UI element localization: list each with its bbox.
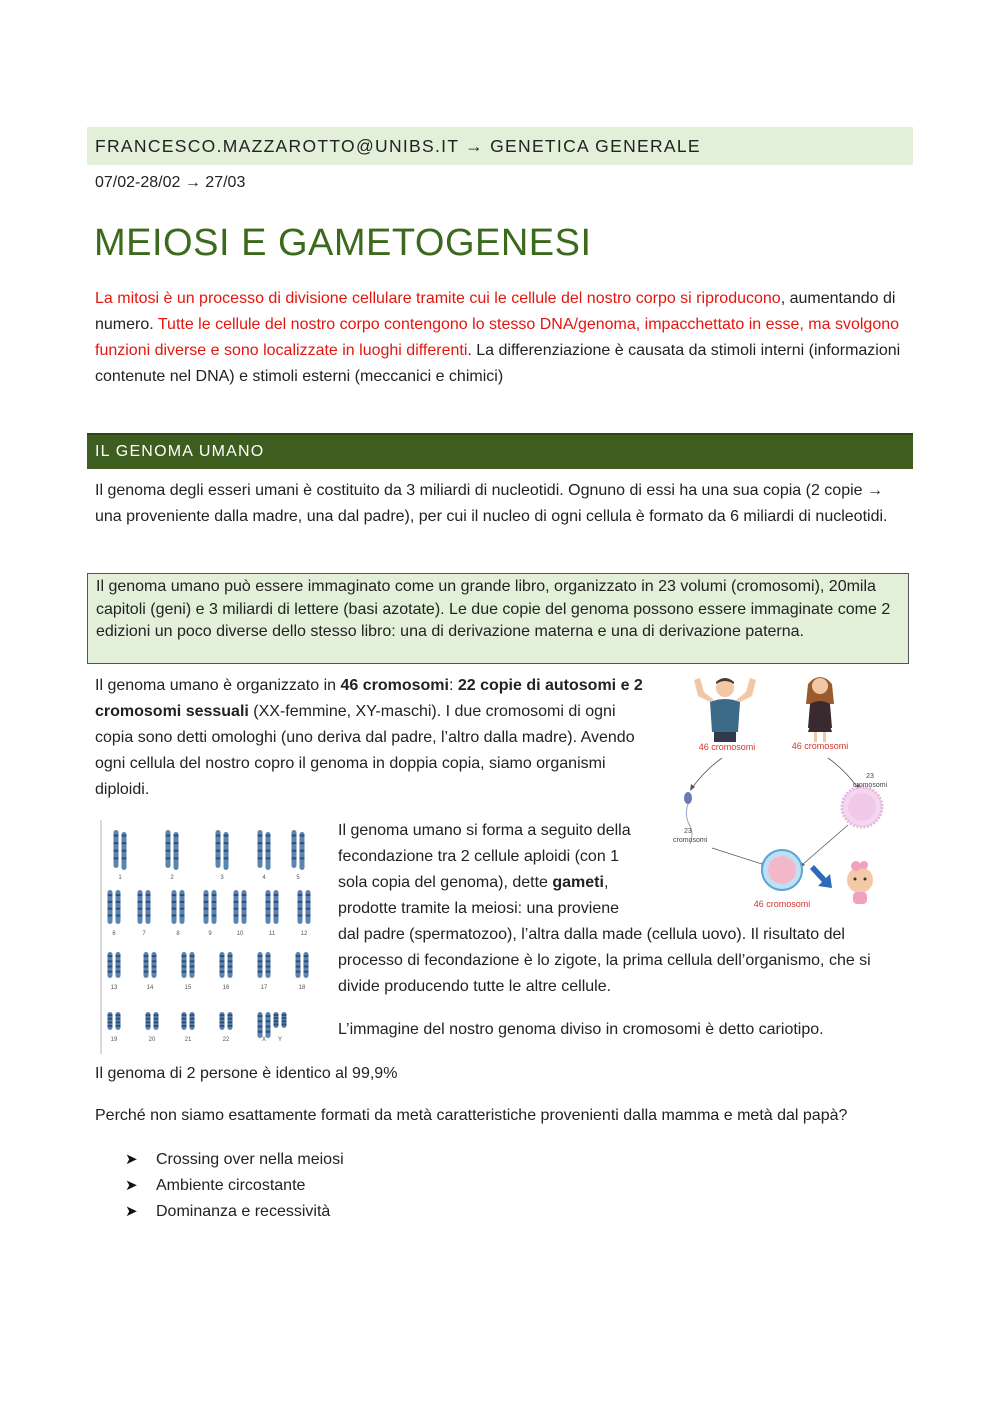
karyotype-label: 10: [236, 931, 244, 937]
chromosome-band: [116, 914, 121, 916]
chromosome-band: [108, 955, 113, 957]
chromosome-band: [146, 1014, 151, 1016]
chromosome-band: [216, 835, 221, 837]
chromosome-band: [182, 971, 187, 973]
chromosome-band: [258, 1026, 263, 1028]
chromosome-band: [266, 955, 271, 957]
chromosome-band: [274, 914, 279, 916]
dates-line: 07/02-28/02 → 27/03: [95, 174, 246, 191]
karyotype-label: 18: [298, 985, 306, 991]
chromosome-band: [274, 894, 279, 896]
list-item-text: Ambiente circostante: [156, 1177, 306, 1194]
chromosome-band: [274, 1014, 279, 1016]
chromosome-band: [266, 901, 271, 903]
list-item: [125, 1147, 344, 1173]
chromosome-band: [216, 850, 221, 852]
chromosome-band: [166, 835, 171, 837]
identical-genome-paragraph: Il genoma di 2 persone è identico al 99,9%: [95, 1065, 398, 1082]
chromosome-band: [116, 908, 121, 910]
chromosomes-bold-1: 46 cromosomi: [340, 677, 449, 694]
chromosome-band: [306, 914, 311, 916]
karyotype-label: X: [261, 1037, 267, 1043]
chromosome-band: [300, 842, 305, 844]
mother-figure-icon: [806, 677, 834, 742]
fertilization-paragraph: [338, 818, 898, 1000]
chromosome-band: [146, 894, 151, 896]
chromosome-band: [108, 1018, 113, 1020]
chromosome-band: [114, 835, 119, 837]
chromosome-band: [220, 955, 225, 957]
chromosome-band: [116, 1014, 121, 1016]
chromosome-band: [242, 914, 247, 916]
sperm-label-number: 23: [684, 828, 692, 835]
reasons-list: [125, 1147, 344, 1225]
chromosomes-text-2: :: [448, 677, 458, 694]
chromosome-band: [190, 966, 195, 968]
karyotype-label: 5: [296, 875, 300, 881]
chromosome-band: [242, 901, 247, 903]
chromosome-band: [182, 1014, 187, 1016]
chromosome-band: [144, 966, 149, 968]
genome-paragraph: Il genoma degli esseri umani è costituito da 3 miliardi di nucleotidi. Ognuno di essi ha una sua copia (2 copie → una proveniente dalla madre, una dal padre), per cui il nucleo di ogni cellula è formato da 6 miliardi di nucleotidi.: [95, 482, 888, 525]
chromosome-band: [212, 894, 217, 896]
karyotype-label: 19: [110, 1037, 118, 1043]
chromosome-band: [282, 1020, 287, 1022]
karyotype-label: 17: [260, 985, 268, 991]
chromosome-band: [266, 966, 271, 968]
chromosome-band: [144, 971, 149, 973]
chromosome-band: [266, 1020, 271, 1022]
chromosome-band: [146, 901, 151, 903]
chromosome-band: [190, 1014, 195, 1016]
karyotype-label: 9: [208, 931, 212, 937]
chromosome-band: [108, 1021, 113, 1023]
fertilization-bold-gameti: gameti: [552, 874, 604, 891]
karyotype-label: 15: [184, 985, 192, 991]
chromosome-band: [138, 901, 143, 903]
chromosome-band: [172, 901, 177, 903]
chromosome-band: [224, 857, 229, 859]
chromosome-band: [116, 901, 121, 903]
chromosome-band: [182, 1018, 187, 1020]
chromosome-band: [108, 901, 113, 903]
chromosome-band: [138, 914, 143, 916]
chromosome-band: [292, 850, 297, 852]
chromosome-band: [304, 971, 309, 973]
chromosome-band: [152, 955, 157, 957]
chromosome-band: [154, 1018, 159, 1020]
intro-paragraph: [95, 286, 910, 390]
chromosome-band: [220, 1018, 225, 1020]
chromosome-band: [296, 966, 301, 968]
chromosome-band: [144, 960, 149, 962]
karyotype-label: 21: [184, 1037, 192, 1043]
chromosome-band: [122, 842, 127, 844]
chromosome-band: [190, 960, 195, 962]
chromosome-band: [220, 960, 225, 962]
chromosome-band: [258, 960, 263, 962]
chromosome-band: [300, 835, 305, 837]
chromosome-band: [146, 1025, 151, 1027]
chromosome-band: [108, 960, 113, 962]
karyotype-label: 12: [300, 931, 308, 937]
list-item-text: Crossing over nella meiosi: [156, 1151, 344, 1168]
chromosome-band: [138, 908, 143, 910]
chromosome-band: [266, 914, 271, 916]
chromosome-band: [116, 960, 121, 962]
karyotype-label: 22: [222, 1037, 230, 1043]
chromosome-band: [216, 857, 221, 859]
chromosome-band: [224, 835, 229, 837]
chromosomes-text-3: (XX-femmine, XY-maschi). I due cromosomi di ogni copia sono detti omologhi (uno deriva dal padre, l’altro dalla madre). Avendo ogni cellula del nostro copro il genoma in doppia copia, siamo organismi diploidi.: [95, 703, 635, 798]
chromosome-band: [190, 1025, 195, 1027]
chromosome-band: [146, 908, 151, 910]
karyotype-label: 4: [262, 875, 266, 881]
chromosome-band: [258, 1020, 263, 1022]
chromosome-band: [180, 894, 185, 896]
chromosome-band: [154, 1014, 159, 1016]
chromosome-band: [220, 1025, 225, 1027]
chromosome-band: [116, 1021, 121, 1023]
chromosome-band: [298, 914, 303, 916]
chromosome-band: [144, 955, 149, 957]
chromosome-band: [242, 908, 247, 910]
chromosome-band: [108, 966, 113, 968]
chromosome-band: [258, 1031, 263, 1033]
chromosomes-text-1: Il genoma umano è organizzato in: [95, 677, 341, 694]
chromosome-band: [116, 1025, 121, 1027]
karyotype-label: 7: [142, 931, 146, 937]
chromosome-band: [114, 850, 119, 852]
chromosome-band: [122, 835, 127, 837]
chromosome-band: [108, 971, 113, 973]
chromosome-band: [174, 842, 179, 844]
question-paragraph: Perché non siamo esattamente formati da metà caratteristiche provenienti dalla mamma e metà dal papà?: [95, 1107, 848, 1124]
chromosome-band: [212, 914, 217, 916]
chromosome-band: [296, 971, 301, 973]
page-title: MEIOSI E GAMETOGENESI: [94, 222, 592, 264]
list-item: [125, 1173, 344, 1199]
chromosome-band: [180, 901, 185, 903]
arrow-bullet-icon: ➤: [125, 1151, 138, 1168]
chromosome-band: [282, 1024, 287, 1026]
chromosome-band: [220, 1021, 225, 1023]
chromosome-band: [220, 966, 225, 968]
chromosome-band: [292, 842, 297, 844]
chromosome-band: [234, 901, 239, 903]
chromosome-band: [114, 842, 119, 844]
chromosome-band: [282, 1014, 287, 1016]
chromosome-band: [258, 966, 263, 968]
chromosome-band: [304, 955, 309, 957]
karyotype-label: 13: [110, 985, 118, 991]
intro-red-1: La mitosi è un processo di divisione cellulare tramite cui le cellule del nostro corpo si riproducono: [95, 290, 781, 307]
arrow-bullet-icon: ➤: [125, 1177, 138, 1194]
chromosome-band: [300, 850, 305, 852]
chromosome-band: [274, 1020, 279, 1022]
course-line: FRANCESCO.MAZZAROTTO@UNIBS.IT → GENETICA GENERALE: [95, 135, 701, 156]
chromosome-band: [108, 914, 113, 916]
chromosome-band: [190, 1021, 195, 1023]
chromosome-band: [204, 908, 209, 910]
chromosome-band: [282, 1017, 287, 1019]
chromosomes-bold-2: 22 copie di autosomi e 2 cromosomi sessuali: [95, 677, 643, 720]
karyotype-label: 8: [176, 931, 180, 937]
chromosome-band: [258, 971, 263, 973]
chromosome-band: [266, 894, 271, 896]
chromosome-band: [274, 908, 279, 910]
intro-black-1: , aumentando di numero.: [95, 290, 896, 333]
chromosome-band: [174, 835, 179, 837]
chromosome-band: [180, 914, 185, 916]
book-analogy-callout: Il genoma umano può essere immaginato come un grande libro, organizzato in 23 volumi (cromosomi), 20mila capitoli (geni) e 3 miliardi di lettere (basi azotate). Le due copie del genoma possono essere immaginate come 2 edizioni un poco diverse dello stesso libro: una di derivazione materna e una di derivazione paterna.: [87, 573, 909, 664]
fertilization-text-1: Il genoma umano si forma a seguito della fecondazione tra 2 cellule aploidi (con 1 sola copia del genoma), dette: [338, 822, 631, 891]
chromosome-band: [172, 908, 177, 910]
karyotype-label: 1: [118, 875, 122, 881]
chromosome-band: [292, 835, 297, 837]
chromosome-band: [266, 971, 271, 973]
karyotype-label: 3: [220, 875, 224, 881]
chromosome-band: [228, 1018, 233, 1020]
karyotype-label: 14: [146, 985, 154, 991]
karyotype-label: 11: [268, 931, 276, 937]
chromosome-band: [146, 1021, 151, 1023]
chromosome-band: [190, 955, 195, 957]
chromosome-band: [182, 966, 187, 968]
karyotype-label: 16: [222, 985, 230, 991]
chromosome-band: [258, 1015, 263, 1017]
diagram-wrap-spacer: [636, 818, 898, 922]
chromosome-band: [298, 908, 303, 910]
chromosome-band: [174, 857, 179, 859]
chromosome-band: [182, 960, 187, 962]
karyotype-paragraph: L’immagine del nostro genoma diviso in cromosomi è detto cariotipo.: [338, 1021, 824, 1038]
chromosome-band: [220, 1014, 225, 1016]
chromosome-band: [258, 857, 263, 859]
chromosome-band: [224, 842, 229, 844]
chromosome-band: [152, 971, 157, 973]
father-figure-icon: [694, 678, 756, 742]
chromosome-band: [152, 966, 157, 968]
chromosome-band: [116, 966, 121, 968]
chromosome-band: [190, 1018, 195, 1020]
chromosome-band: [180, 908, 185, 910]
chromosome-band: [234, 894, 239, 896]
chromosome-band: [266, 1031, 271, 1033]
chromosome-band: [116, 955, 121, 957]
intro-black-2: . La differenziazione è causata da stimoli interni (informazioni contenute nel DNA) e stimoli esterni (meccanici e chimici): [95, 342, 901, 385]
chromosome-band: [212, 908, 217, 910]
chromosome-band: [228, 966, 233, 968]
chromosome-band: [212, 901, 217, 903]
chromosome-band: [122, 857, 127, 859]
chromosome-band: [228, 1021, 233, 1023]
chromosome-band: [166, 842, 171, 844]
chromosome-band: [298, 894, 303, 896]
chromosome-band: [204, 914, 209, 916]
chromosome-band: [224, 850, 229, 852]
father-chromosome-label: 46 cromosomi: [698, 742, 756, 752]
chromosome-band: [216, 842, 221, 844]
chromosome-band: [298, 901, 303, 903]
chromosome-band: [306, 908, 311, 910]
chromosome-band: [242, 894, 247, 896]
chromosome-band: [108, 894, 113, 896]
chromosome-band: [266, 1015, 271, 1017]
chromosome-band: [266, 842, 271, 844]
sperm-label-text: cromosomi: [673, 837, 708, 844]
chromosome-band: [306, 894, 311, 896]
chromosome-band: [116, 971, 121, 973]
chromosome-band: [228, 960, 233, 962]
chromosomes-paragraph: [95, 673, 655, 803]
chromosome-band: [300, 857, 305, 859]
fertilization-text-2: , prodotte tramite la meiosi: una proviene dal padre (spermatozoo), l’altra dalla made (cellula uovo). Il risultato del processo di fecondazione è lo zigote, la prima cellula dell’organismo, che si divide producendo tutte le altre cellule.: [338, 874, 871, 995]
chromosome-band: [220, 971, 225, 973]
chromosome-band: [304, 960, 309, 962]
chromosome-band: [182, 1021, 187, 1023]
chromosome-band: [182, 955, 187, 957]
chromosome-band: [228, 971, 233, 973]
chromosome-band: [274, 901, 279, 903]
chromosome-band: [306, 901, 311, 903]
chromosome-band: [166, 857, 171, 859]
chromosome-band: [146, 914, 151, 916]
list-item: [125, 1199, 344, 1225]
karyotype-label: 20: [148, 1037, 156, 1043]
karyotype-label: 6: [112, 931, 116, 937]
chromosome-band: [116, 894, 121, 896]
chromosome-band: [266, 857, 271, 859]
section-title: IL GENOMA UMANO: [95, 443, 265, 460]
chromosome-band: [266, 1026, 271, 1028]
chromosome-band: [274, 1017, 279, 1019]
chromosome-band: [266, 908, 271, 910]
chromosome-band: [152, 960, 157, 962]
chromosome-band: [228, 1025, 233, 1027]
egg-label-number: 23: [866, 773, 874, 780]
chromosome-band: [296, 960, 301, 962]
chromosome-band: [266, 960, 271, 962]
chromosome-band: [172, 914, 177, 916]
chromosome-band: [204, 901, 209, 903]
list-item-text: Dominanza e recessività: [156, 1203, 331, 1220]
chromosome-band: [304, 966, 309, 968]
chromosome-band: [234, 908, 239, 910]
chromosome-band: [138, 894, 143, 896]
chromosome-band: [266, 850, 271, 852]
chromosome-band: [182, 1025, 187, 1027]
chromosome-band: [266, 835, 271, 837]
chromosome-band: [108, 908, 113, 910]
chromosome-band: [258, 842, 263, 844]
arrow-bullet-icon: ➤: [125, 1203, 138, 1220]
chromosome-band: [228, 955, 233, 957]
chromosome-band: [258, 955, 263, 957]
chromosome-band: [146, 1018, 151, 1020]
intro-red-2: Tutte le cellule del nostro corpo contengono lo stesso DNA/genoma, impacchettato in esse, ma svolgono funzioni diverse e sono localizzate in luoghi differenti: [95, 316, 900, 359]
chromosome-band: [174, 850, 179, 852]
mother-chromosome-label: 46 cromosomi: [791, 741, 849, 751]
chromosome-band: [154, 1025, 159, 1027]
karyotype-image: [100, 820, 320, 1054]
karyotype-label: 2: [170, 875, 174, 881]
chromosome-band: [296, 955, 301, 957]
section-heading: [87, 433, 913, 469]
chromosome-band: [258, 850, 263, 852]
chromosome-band: [154, 1021, 159, 1023]
zygote-chromosome-label: 46 cromosomi: [753, 899, 811, 909]
chromosome-band: [172, 894, 177, 896]
karyotype-label: Y: [277, 1037, 283, 1043]
chromosome-band: [108, 1025, 113, 1027]
chromosome-band: [108, 1014, 113, 1016]
chromosome-band: [204, 894, 209, 896]
chromosome-band: [234, 914, 239, 916]
chromosome-band: [258, 835, 263, 837]
chromosome-band: [166, 850, 171, 852]
chromosome-band: [190, 971, 195, 973]
chromosome-band: [228, 1014, 233, 1016]
chromosome-band: [274, 1024, 279, 1026]
chromosome-band: [292, 857, 297, 859]
egg-label-text: cromosomi: [852, 782, 888, 789]
course-header: [87, 127, 913, 165]
chromosome-band: [114, 857, 119, 859]
chromosome-band: [122, 850, 127, 852]
chromosome-band: [116, 1018, 121, 1020]
